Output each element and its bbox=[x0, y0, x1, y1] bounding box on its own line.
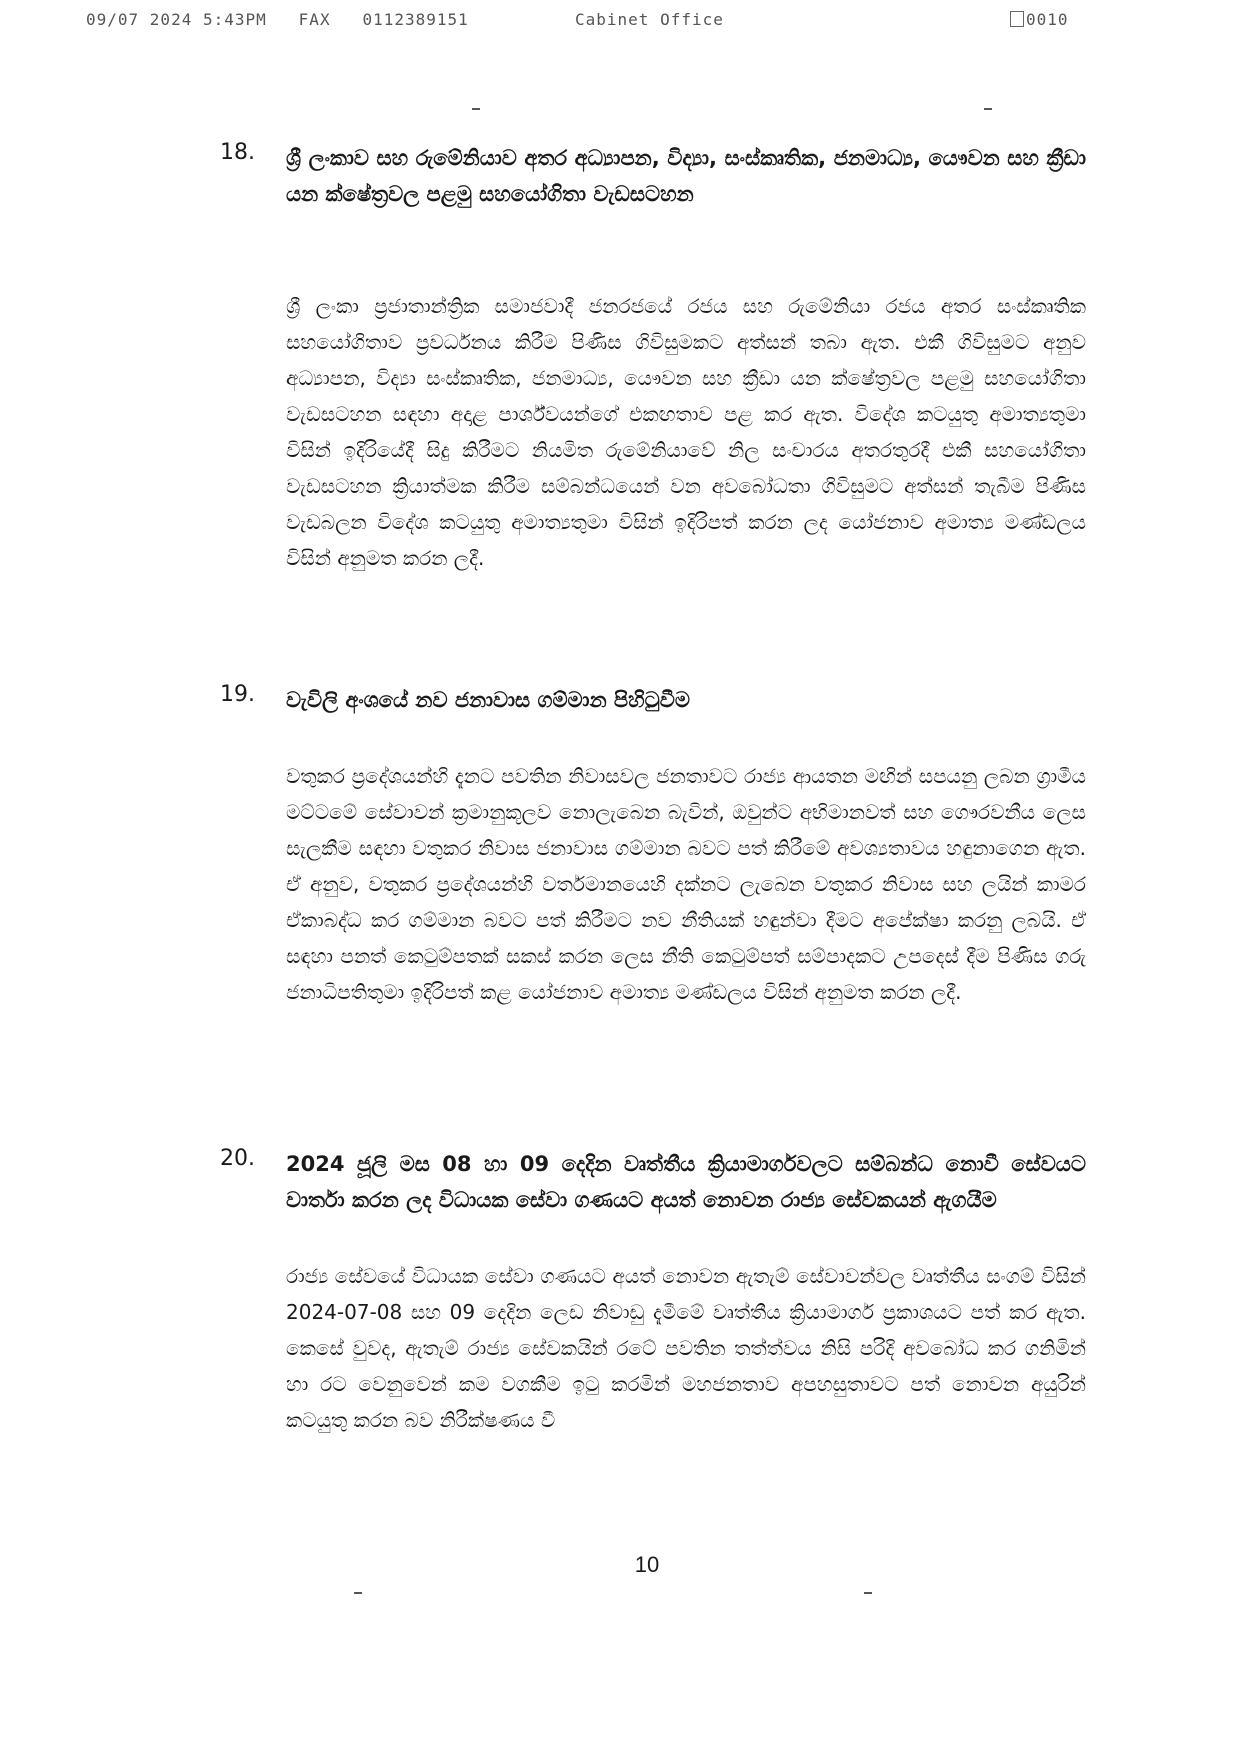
section-number: 18. bbox=[220, 140, 255, 165]
scan-mark bbox=[984, 108, 992, 110]
fax-datetime: 09/07 2024 5:43PM bbox=[86, 10, 267, 29]
scan-mark bbox=[864, 1592, 872, 1594]
fax-header bbox=[0, 8, 1234, 32]
section-body: වතුකර ප්‍රදේශයන්හි දැනට පවතින නිවාසවල ජනතාවට රාජ්‍ය ආයතන මඟින් සපයනු ලබන ග්‍රාමීය මට්ටමේ සේවාවන් ක්‍රමානුකූලව නොලැබෙන බැවින්, ඔවුන්ට අභිමානවත් සහ ගෞරවනීය ලෙස සැලකීම සඳහා වතුකර නිවාස ජනාවාස ගම්මාන බවට පත් කිරීමේ අවශ්‍යතාවය හඳුනාගෙන ඇත. ඒ අනුව, වතුකර ප්‍රදේශයන්හි වර්තමානයෙහි දක්නට ලැබෙන වතුකර නිවාස සහ ලයින් කාමර ඒකාබද්ධ කර ගම්මාන බවට පත් කිරීමට නව නීතියක් හඳුන්වා දීමට අපේක්ෂා කරනු ලබයි. ඒ සඳහා පනත් කෙටුම්පතක් සකස් කරන ලෙස නීති කෙටුම්පත් සම්පාදකට උපදෙස් දීම පිණිස ගරු ජනාධිපතිතුමා ඉදිරිපත් කළ යෝජනාව අමාත්‍ය මණ්ඩලය විසින් අනුමත කරන ලදී. bbox=[286, 764, 1086, 1004]
section-title: 2024 ජූලි මස 08 හා 09 දෙදින වෘත්තීය ක්‍රියාමාර්ගවලට සම්බන්ධ නොවී සේවයට වාර්තා කරන ලද විධායක සේවා ගණයට අයත් නොවන රාජ්‍ය සේවකයන් ඇගයීම bbox=[286, 1152, 1086, 1212]
scan-mark bbox=[354, 1592, 362, 1594]
section-body: ශ්‍රී ලංකා ප්‍රජාතාන්ත්‍රික සමාජවාදී ජනරජයේ රජය සහ රුමේනියා රජය අතර සංස්කෘතික සහයෝගිතාව ප්‍රවර්ධනය කිරීම පිණිස ගිවිසුමකට අත්සන් තබා ඇත. එකී ගිවිසුමට අනුව අධ්‍යාපන, විද්‍යා සංස්කෘතික, ජනමාධ්‍ය, යෞවන සහ ක්‍රීඩා යන ක්ෂේත්‍රවල පළමු සහයෝගිතා වැඩසටහන සඳහා අදාළ පාර්ශ්වයන්ගේ එකඟතාව පළ කර ඇත. විදේශ කටයුතු අමාත්‍යතුමා විසින් ඉදිරියේදී සිදු කිරීමට නියමිත රුමේනියාවේ නිල සංචාරය අතරතුරදී එකී සහයෝගිතා වැඩසටහන ක්‍රියාත්මක කිරීම සම්බන්ධයෙන් වන අවබෝධතා ගිවිසුමට අත්සන් තැබීම පිණිස වැඩබලන විදේශ කටයුතු අමාත්‍යතුමා විසින් ඉදිරිපත් කරන ලද යෝජනාව අමාත්‍ය මණ්ඩලය විසින් අනුමත කරන ලදී. bbox=[286, 294, 1086, 570]
section-body: රාජ්‍ය සේවයේ විධායක සේවා ගණයට අයත් නොවන ඇතැම් සේවාවන්වල වෘත්තීය සංගම් විසින් 2024-07-08 සහ 09 දෙදින ලෙඩ නිවාඩු දැමීමේ වෘත්තීය ක්‍රියාමාර්ග ප්‍රකාශයට පත් කර ඇත. කෙසේ වුවද, ඇතැම් රාජ්‍ය සේවකයින් රටේ පවතින තත්ත්වය නිසි පරිදි අවබෝධ කර ගනිමින් හා රට වෙනුවෙන් කම වගකීම ඉටු කරමින් මහජනතාව අපහසුතාවට පත් නොවන අයුරින් කටයුතු කරන බව නිරීක්ෂණය වී bbox=[286, 1264, 1086, 1432]
fax-page-code: 0010 bbox=[1026, 10, 1069, 29]
fax-page-code-wrapper bbox=[1010, 10, 1069, 29]
page-number: 10 bbox=[634, 1552, 660, 1577]
fax-label: FAX bbox=[298, 10, 331, 29]
checkbox-icon bbox=[1010, 11, 1024, 27]
section-title: වැවිලි අංශයේ නව ජනාවාස ගම්මාන පිහිටුවීම bbox=[286, 688, 690, 712]
section-number: 19. bbox=[220, 682, 255, 707]
fax-transmission-info bbox=[86, 10, 469, 29]
section-number: 20. bbox=[220, 1146, 255, 1171]
fax-sender: Cabinet Office bbox=[575, 10, 724, 29]
section-title: ශ්‍රී ලංකාව සහ රුමේනියාව අතර අධ්‍යාපන, විද්‍යා, සංස්කෘතික, ජනමාධ්‍ය, යෞවන සහ ක්‍රීඩා යන ක්ෂේත්‍රවල පළමු සහයෝගිතා වැඩසටහන bbox=[286, 146, 1086, 206]
fax-number: 0112389151 bbox=[362, 10, 469, 29]
scan-mark bbox=[472, 108, 480, 110]
